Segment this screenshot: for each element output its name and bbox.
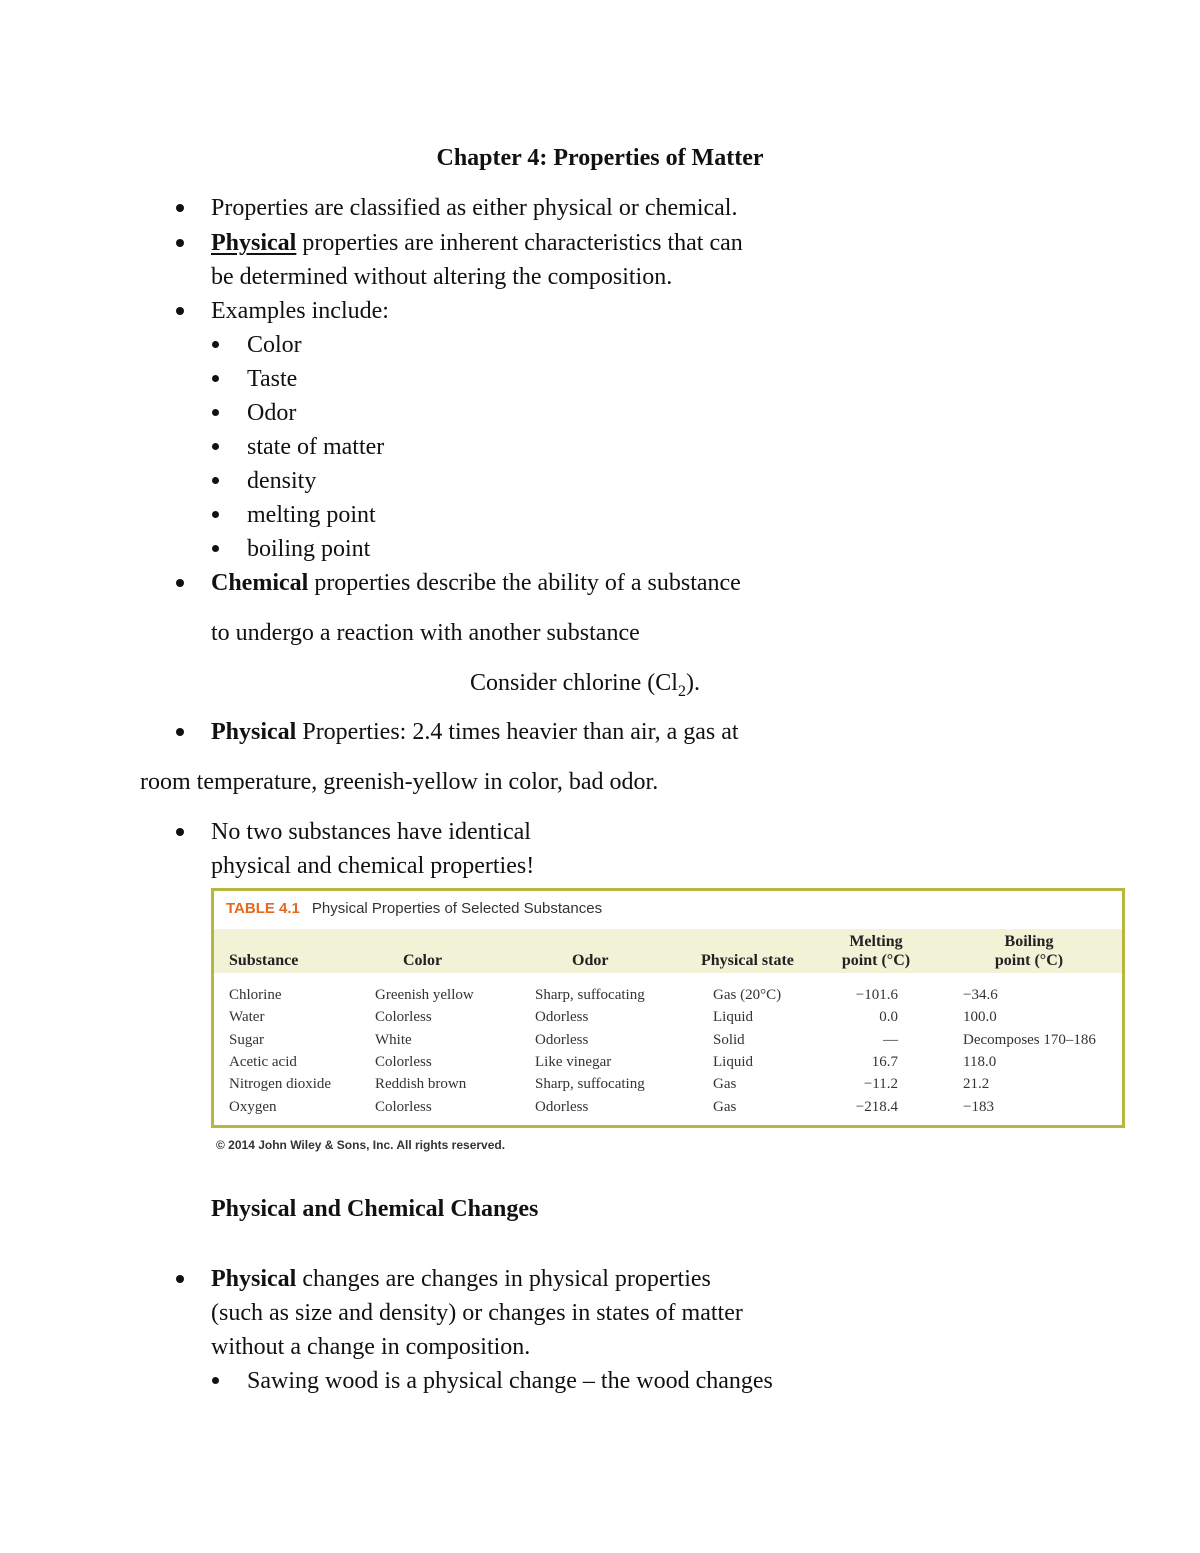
cell-color: Colorless — [375, 1054, 432, 1070]
physical-changes-line3: without a change in composition. — [211, 1334, 531, 1360]
bullet-icon — [176, 239, 184, 247]
sub-bullet-icon — [212, 341, 219, 348]
cell-melting: −218.4 — [855, 1099, 898, 1115]
consider-suffix: ). — [685, 670, 700, 696]
sub-bullet-icon — [212, 409, 219, 416]
cell-boiling: −34.6 — [963, 987, 998, 1003]
cell-state: Solid — [713, 1032, 745, 1048]
cell-state: Liquid — [713, 1054, 753, 1070]
cell-boiling: 100.0 — [963, 1009, 997, 1025]
example-item: melting point — [247, 502, 376, 528]
chemical-definition-line1 — [211, 568, 741, 598]
example-item: boiling point — [247, 536, 371, 562]
cell-melting: −101.6 — [855, 987, 898, 1003]
cell-substance: Water — [229, 1009, 265, 1025]
header-substance: Substance — [229, 952, 299, 969]
header-melting-2: point (°C) — [841, 952, 911, 969]
bullet-icon — [176, 579, 184, 587]
cell-state: Liquid — [713, 1009, 753, 1025]
example-item: Odor — [247, 400, 297, 426]
cell-odor: Like vinegar — [535, 1054, 612, 1070]
chlorine-properties-line1 — [211, 717, 739, 747]
physical-definition-text: properties are inherent characteristics that can — [296, 230, 743, 256]
sub-bullet-icon — [212, 545, 219, 552]
table-caption: Physical Properties of Selected Substances — [311, 900, 603, 917]
consider-chlorine — [470, 668, 700, 707]
cell-melting: 16.7 — [871, 1054, 898, 1070]
cell-substance: Oxygen — [229, 1099, 277, 1115]
bullet-icon — [176, 204, 184, 212]
table-label: TABLE 4.1 — [226, 900, 300, 917]
bullet-icon — [176, 728, 184, 736]
sub-bullet-icon — [212, 375, 219, 382]
cell-odor: Sharp, suffocating — [535, 1076, 645, 1092]
table-row — [214, 1006, 1122, 1028]
table-row — [214, 1029, 1122, 1051]
cell-odor: Sharp, suffocating — [535, 987, 645, 1003]
cell-boiling: 21.2 — [963, 1076, 990, 1092]
table-row — [214, 984, 1122, 1006]
bullet-icon — [176, 307, 184, 315]
example-item: Taste — [247, 366, 298, 392]
chlorine-properties-text: Properties: 2.4 times heavier than air, a gas at — [296, 719, 739, 745]
table-row — [214, 1096, 1122, 1118]
physical-changes-line2: (such as size and density) or changes in states of matter — [211, 1300, 743, 1326]
physical-term: Physical — [211, 719, 297, 745]
chemical-definition-text: properties describe the ability of a substance — [308, 570, 741, 596]
cell-state: Gas — [713, 1076, 737, 1092]
cell-boiling: −183 — [963, 1099, 994, 1115]
header-boiling-1: Boiling — [1004, 933, 1054, 950]
cell-state: Gas — [713, 1099, 737, 1115]
physical-definition-line2: be determined without altering the composition. — [211, 264, 673, 290]
properties-table — [211, 888, 1125, 1128]
cell-color: Colorless — [375, 1009, 432, 1025]
unique-line2: physical and chemical properties! — [211, 853, 535, 879]
intro-text: Properties are classified as either physical or chemical. — [211, 195, 738, 221]
bullet-icon — [176, 1275, 184, 1283]
physical-changes-line1 — [211, 1264, 711, 1294]
cell-odor: Odorless — [535, 1099, 589, 1115]
cell-state: Gas (20°C) — [713, 987, 782, 1003]
sub-bullet-icon — [212, 1377, 219, 1384]
header-color: Color — [403, 952, 443, 969]
chemical-term: Chemical — [211, 570, 309, 596]
table-row — [214, 1051, 1122, 1073]
example-item: Color — [247, 332, 302, 358]
cell-substance: Chlorine — [229, 987, 282, 1003]
cell-color: Colorless — [375, 1099, 432, 1115]
cell-melting: −11.2 — [863, 1076, 898, 1092]
header-boiling-2: point (°C) — [994, 952, 1064, 969]
chemical-definition-line2: to undergo a reaction with another substance — [211, 620, 640, 646]
cell-color: White — [375, 1032, 412, 1048]
physical-term: Physical — [211, 1266, 297, 1292]
header-melting-1: Melting — [849, 933, 903, 950]
copyright-notice: © 2014 John Wiley & Sons, Inc. All rights reserved. — [216, 1138, 506, 1152]
cell-melting: — — [883, 1032, 898, 1048]
cell-color: Greenish yellow — [375, 987, 474, 1003]
cell-boiling: 118.0 — [963, 1054, 997, 1070]
cell-color: Reddish brown — [375, 1076, 467, 1092]
examples-label: Examples include: — [211, 298, 389, 324]
table-row — [214, 1073, 1122, 1095]
sub-bullet-icon — [212, 477, 219, 484]
header-physical-state: Physical state — [701, 952, 794, 969]
physical-term: Physical — [211, 230, 297, 256]
bullet-icon — [176, 828, 184, 836]
cell-substance: Nitrogen dioxide — [229, 1076, 332, 1092]
cell-boiling: Decomposes 170–186 — [963, 1032, 1096, 1048]
physical-definition-line1 — [211, 228, 743, 258]
sawing-wood-example: Sawing wood is a physical change – the wood changes — [247, 1368, 773, 1394]
section-heading: Physical and Chemical Changes — [211, 1196, 539, 1222]
page-title: Chapter 4: Properties of Matter — [436, 145, 764, 171]
chlorine-properties-line2: room temperature, greenish-yellow in color, bad odor. — [140, 769, 659, 795]
header-odor: Odor — [572, 952, 609, 969]
cell-substance: Acetic acid — [229, 1054, 297, 1070]
table-header-row — [214, 929, 1122, 973]
cell-substance: Sugar — [229, 1032, 264, 1048]
sub-bullet-icon — [212, 511, 219, 518]
cell-odor: Odorless — [535, 1009, 589, 1025]
physical-changes-text: changes are changes in physical properties — [296, 1266, 711, 1292]
cell-melting: 0.0 — [879, 1009, 898, 1025]
example-item: state of matter — [247, 434, 385, 460]
table-title — [226, 899, 602, 919]
example-item: density — [247, 468, 317, 494]
consider-prefix: Consider chlorine (Cl — [470, 670, 678, 696]
cell-odor: Odorless — [535, 1032, 589, 1048]
unique-line1: No two substances have identical — [211, 819, 531, 845]
subscript: 2 — [677, 682, 686, 700]
sub-bullet-icon — [212, 443, 219, 450]
